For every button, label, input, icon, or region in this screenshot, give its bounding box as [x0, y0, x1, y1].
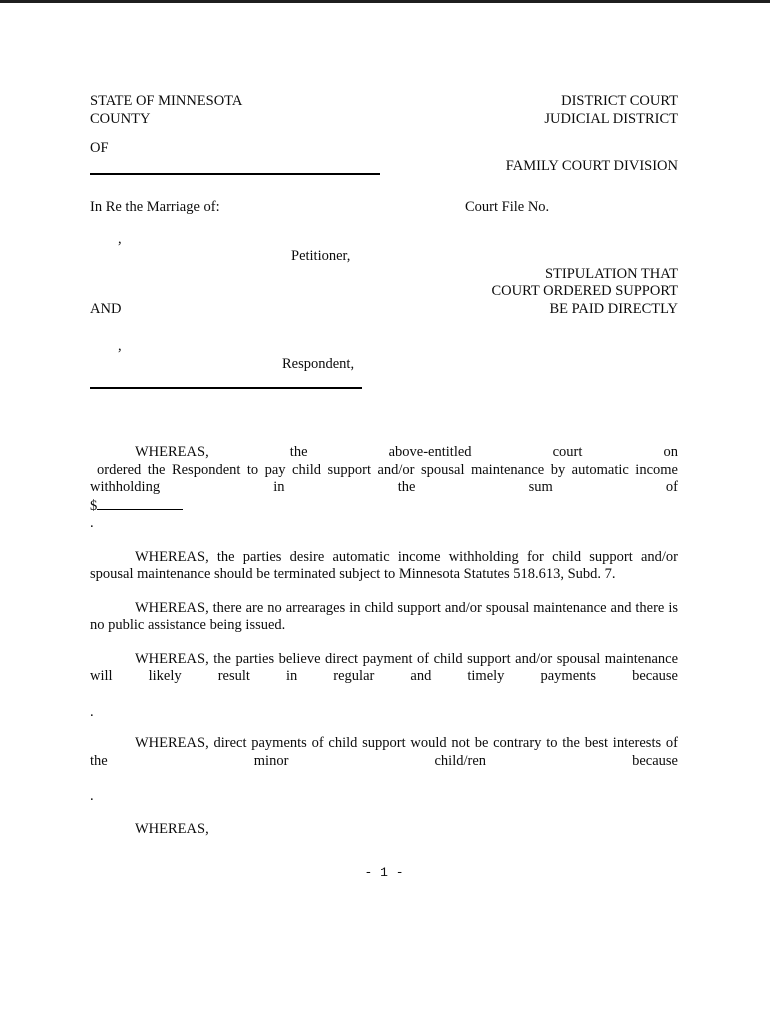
word: above-entitled	[388, 444, 472, 460]
whereas-5-period: .	[90, 788, 94, 804]
word: WHEREAS,	[135, 735, 209, 751]
word: support	[467, 650, 511, 667]
word: minor	[253, 752, 289, 769]
word: of	[417, 650, 430, 667]
judicial-district-label: JUDICIAL DISTRICT	[544, 110, 678, 127]
word: and/or	[515, 650, 553, 667]
whereas-1-line-3	[90, 479, 678, 497]
word: maintenance	[470, 461, 545, 478]
word: sum	[528, 479, 553, 495]
in-re-marriage-label: In Re the Marriage of:	[90, 199, 220, 215]
of-label: OF	[90, 140, 109, 156]
word: and/or	[377, 461, 415, 478]
word: because	[632, 752, 678, 769]
amount-line	[90, 497, 678, 516]
county-label: COUNTY	[90, 110, 151, 127]
word: withholding	[90, 479, 161, 495]
word: court	[552, 444, 583, 460]
amount-blank	[97, 497, 183, 510]
case-caption-row	[90, 199, 678, 217]
family-court-division-label: FAMILY COURT DIVISION	[505, 157, 678, 174]
word: interests	[612, 735, 662, 751]
word: Respondent	[171, 461, 241, 478]
document-title-line-2: COURT ORDERED SUPPORT	[491, 283, 678, 299]
petitioner-label: Petitioner,	[291, 248, 351, 264]
word: to	[546, 735, 558, 751]
word: regular	[333, 668, 375, 684]
header-row-1	[90, 93, 678, 111]
respondent-label-line	[90, 356, 678, 374]
word: ordered	[97, 461, 142, 478]
word: of	[665, 735, 678, 751]
whereas-5-line-2	[90, 753, 678, 771]
word: spousal	[556, 650, 601, 667]
whereas-1-line-1	[90, 444, 678, 462]
word: child	[433, 650, 463, 667]
whereas-6-line: WHEREAS,	[135, 820, 209, 837]
word: support	[327, 461, 371, 478]
word: in	[273, 479, 285, 495]
word: not	[451, 735, 470, 751]
county-blank-row	[90, 158, 678, 176]
word: would	[410, 735, 447, 751]
whereas-4-line-2	[90, 668, 678, 686]
word: spousal	[420, 461, 465, 478]
word: by	[550, 461, 566, 478]
respondent-label: Respondent,	[282, 355, 355, 372]
document-title-line-3: BE PAID DIRECTLY	[549, 300, 678, 317]
word: the	[147, 461, 166, 478]
word: the	[213, 650, 231, 667]
whereas-3-paragraph: WHEREAS, there are no arrearages in child support and/or spousal maintenance and there is no public assistance being issued.	[90, 599, 678, 633]
word: support	[362, 735, 406, 751]
word: direct	[213, 735, 247, 751]
word: WHEREAS,	[135, 650, 209, 667]
word: maintenance	[604, 650, 678, 667]
district-court-label: DISTRICT COURT	[561, 93, 678, 109]
word: pay	[264, 461, 286, 478]
petitioner-name-comma: ,	[118, 230, 122, 247]
respondent-name-line	[90, 338, 678, 356]
word: result	[217, 668, 250, 684]
county-name-blank	[90, 159, 380, 175]
word: payment	[362, 650, 413, 667]
word: WHEREAS,	[135, 444, 209, 460]
word: automatic	[571, 461, 629, 478]
word: because	[632, 668, 678, 684]
word: be	[474, 735, 489, 751]
word: on	[663, 444, 678, 460]
word: the	[562, 735, 580, 751]
court-file-no-label: Court File No.	[465, 199, 550, 215]
whereas-4-period: .	[90, 703, 94, 720]
word: the	[90, 752, 108, 769]
word: likely	[148, 668, 182, 684]
and-row	[90, 301, 678, 319]
caption-rule	[90, 387, 362, 389]
whereas-5-line-1	[90, 735, 678, 753]
word: in	[285, 668, 298, 684]
word: the	[289, 444, 308, 460]
whereas-1-period: .	[90, 515, 94, 531]
state-label: STATE OF MINNESOTA	[90, 93, 243, 109]
word: parties	[235, 650, 275, 667]
whereas-2-paragraph: WHEREAS, the parties desire automatic income withholding for child support and/or spousal maintenance should be terminated subject to Minnesota Statutes 518.613, Subd. 7.	[90, 548, 678, 582]
petitioner-label-line	[90, 248, 678, 266]
document-title-line-1: STIPULATION THAT	[544, 265, 678, 282]
word: believe	[278, 650, 321, 667]
whereas-1-line-2	[90, 462, 678, 480]
word: child	[328, 735, 358, 751]
word: direct	[325, 650, 359, 667]
word: child	[292, 461, 322, 478]
word: child/ren	[434, 752, 487, 769]
word: to	[246, 461, 259, 478]
word: income	[635, 461, 678, 478]
whereas-4-line-1	[90, 651, 678, 669]
petitioner-name-line	[90, 231, 678, 249]
of-label-line	[90, 140, 678, 158]
header-row-2	[90, 111, 678, 129]
word: the	[397, 479, 416, 495]
word: payments	[251, 735, 307, 751]
word: payments	[540, 668, 597, 684]
word: and	[410, 668, 432, 684]
dollar-sign: $	[90, 497, 98, 514]
word: of	[665, 479, 678, 495]
word: of	[311, 735, 324, 751]
word: timely	[467, 668, 505, 684]
word: contrary	[493, 735, 542, 751]
word: will	[90, 668, 113, 684]
and-label: AND	[90, 300, 122, 317]
page-number: - 1 -	[364, 865, 404, 880]
respondent-name-comma: ,	[118, 338, 122, 354]
word: best	[584, 735, 609, 751]
